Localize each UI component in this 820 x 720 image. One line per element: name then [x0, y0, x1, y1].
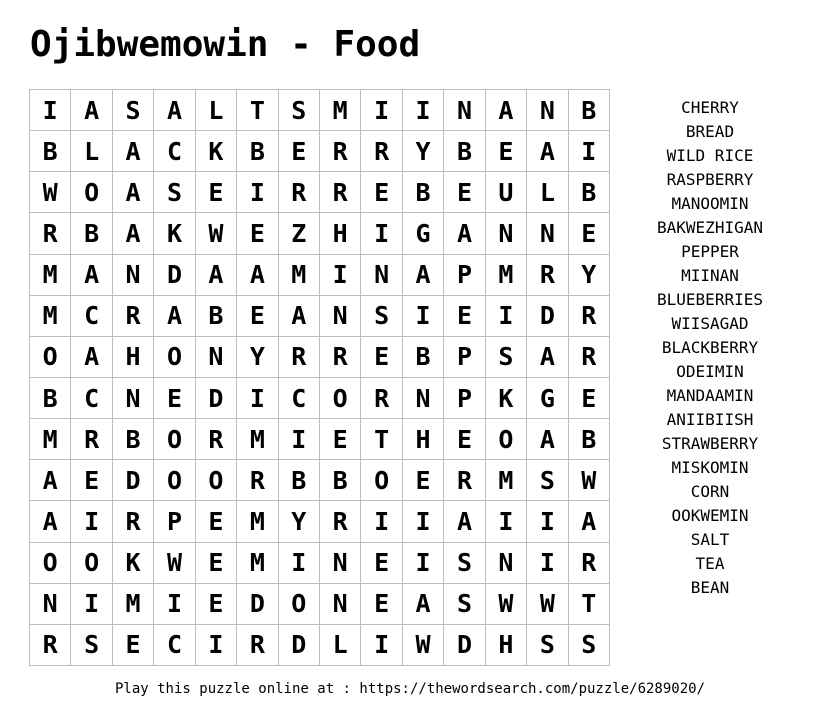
grid-cell[interactable]: S: [71, 625, 112, 666]
grid-cell[interactable]: C: [154, 625, 195, 666]
grid-cell[interactable]: K: [154, 213, 195, 254]
grid-cell[interactable]: O: [30, 543, 71, 584]
word-list-item: BEAN: [690, 578, 730, 597]
grid-cell[interactable]: L: [196, 90, 237, 131]
grid-cell[interactable]: O: [30, 337, 71, 378]
grid-cell[interactable]: A: [486, 90, 527, 131]
grid-cell[interactable]: I: [71, 501, 112, 542]
grid-cell[interactable]: P: [444, 378, 485, 419]
word-list-item: WIISAGAD: [671, 314, 749, 333]
grid-cell[interactable]: R: [320, 131, 361, 172]
grid-cell[interactable]: R: [237, 625, 278, 666]
grid-cell[interactable]: I: [196, 625, 237, 666]
grid-cell[interactable]: I: [361, 625, 402, 666]
grid-cell[interactable]: M: [237, 419, 278, 460]
word-list-item: PEPPER: [681, 242, 739, 261]
grid-cell[interactable]: K: [113, 543, 154, 584]
grid-cell[interactable]: O: [486, 419, 527, 460]
word-list-item: MISKOMIN: [671, 458, 749, 477]
grid-cell[interactable]: A: [403, 584, 444, 625]
grid-cell[interactable]: S: [527, 460, 568, 501]
grid-cell[interactable]: B: [320, 460, 361, 501]
grid-cell[interactable]: S: [154, 172, 195, 213]
grid-cell[interactable]: E: [361, 172, 402, 213]
grid-cell[interactable]: O: [279, 584, 320, 625]
grid-cell[interactable]: W: [403, 625, 444, 666]
grid-cell[interactable]: E: [320, 419, 361, 460]
grid-cell[interactable]: I: [569, 131, 610, 172]
grid-cell[interactable]: E: [237, 296, 278, 337]
grid-cell[interactable]: R: [361, 131, 402, 172]
word-list-item: BAKWEZHIGAN: [657, 218, 763, 237]
grid-cell[interactable]: M: [320, 90, 361, 131]
grid-cell[interactable]: M: [237, 501, 278, 542]
grid-cell[interactable]: A: [30, 460, 71, 501]
grid-cell[interactable]: L: [320, 625, 361, 666]
grid-cell[interactable]: N: [196, 337, 237, 378]
grid-cell[interactable]: Y: [237, 337, 278, 378]
grid-cell[interactable]: I: [403, 296, 444, 337]
grid-cell[interactable]: H: [486, 625, 527, 666]
grid-cell[interactable]: I: [154, 584, 195, 625]
word-list-item: MIINAN: [681, 266, 739, 285]
grid-cell[interactable]: R: [320, 172, 361, 213]
grid-cell[interactable]: B: [237, 131, 278, 172]
word-list-item: CORN: [690, 482, 730, 501]
grid-cell[interactable]: B: [30, 378, 71, 419]
grid-cell[interactable]: R: [113, 296, 154, 337]
grid-cell[interactable]: G: [527, 378, 568, 419]
grid-cell[interactable]: S: [486, 337, 527, 378]
grid-cell[interactable]: O: [196, 460, 237, 501]
grid-cell[interactable]: I: [527, 543, 568, 584]
footer-url-text: Play this puzzle online at : https://thewordsearch.com/puzzle/6289020/: [114, 681, 705, 697]
grid-cell[interactable]: G: [403, 213, 444, 254]
grid-cell[interactable]: P: [444, 255, 485, 296]
grid-cell[interactable]: C: [154, 131, 195, 172]
grid-cell[interactable]: B: [569, 90, 610, 131]
grid-cell[interactable]: H: [320, 213, 361, 254]
grid-cell[interactable]: A: [196, 255, 237, 296]
grid-cell[interactable]: M: [486, 255, 527, 296]
grid-cell[interactable]: R: [527, 255, 568, 296]
grid-cell[interactable]: A: [30, 501, 71, 542]
grid-cell[interactable]: I: [279, 419, 320, 460]
grid-cell[interactable]: O: [154, 419, 195, 460]
grid-cell[interactable]: E: [196, 584, 237, 625]
grid-cell[interactable]: N: [113, 378, 154, 419]
grid-cell[interactable]: M: [30, 255, 71, 296]
grid-cell[interactable]: A: [527, 337, 568, 378]
grid-cell[interactable]: R: [237, 460, 278, 501]
grid-cell[interactable]: T: [361, 419, 402, 460]
grid-cell[interactable]: I: [361, 501, 402, 542]
grid-cell[interactable]: I: [279, 543, 320, 584]
grid-cell[interactable]: E: [154, 378, 195, 419]
grid-cell[interactable]: O: [71, 172, 112, 213]
grid-cell[interactable]: W: [30, 172, 71, 213]
grid-cell[interactable]: A: [237, 255, 278, 296]
grid-cell[interactable]: S: [113, 90, 154, 131]
grid-cell[interactable]: M: [30, 419, 71, 460]
grid-cell[interactable]: R: [113, 501, 154, 542]
grid-cell[interactable]: I: [403, 543, 444, 584]
grid-cell[interactable]: O: [154, 460, 195, 501]
grid-cell[interactable]: K: [196, 131, 237, 172]
grid-cell[interactable]: S: [361, 296, 402, 337]
grid-cell[interactable]: A: [113, 172, 154, 213]
grid-cell[interactable]: E: [196, 172, 237, 213]
grid-cell[interactable]: E: [237, 213, 278, 254]
grid-cell[interactable]: H: [403, 419, 444, 460]
grid-cell[interactable]: I: [320, 255, 361, 296]
word-list-item: MANOOMIN: [671, 194, 749, 213]
grid-cell[interactable]: B: [71, 213, 112, 254]
grid-cell[interactable]: W: [486, 584, 527, 625]
grid-cell[interactable]: N: [486, 213, 527, 254]
grid-cell[interactable]: W: [154, 543, 195, 584]
grid-cell[interactable]: A: [527, 419, 568, 460]
grid-cell[interactable]: E: [279, 131, 320, 172]
grid-cell[interactable]: K: [486, 378, 527, 419]
grid-cell[interactable]: E: [361, 337, 402, 378]
grid-cell[interactable]: A: [154, 296, 195, 337]
grid-cell[interactable]: D: [279, 625, 320, 666]
word-list-item: CHERRY: [681, 98, 739, 117]
grid-cell[interactable]: S: [279, 90, 320, 131]
grid-cell[interactable]: N: [527, 213, 568, 254]
grid-cell[interactable]: L: [527, 172, 568, 213]
grid-cell[interactable]: D: [113, 460, 154, 501]
grid-cell[interactable]: E: [196, 501, 237, 542]
grid-cell[interactable]: O: [154, 337, 195, 378]
grid-cell[interactable]: R: [569, 543, 610, 584]
grid-cell[interactable]: D: [154, 255, 195, 296]
grid-cell[interactable]: E: [569, 378, 610, 419]
grid-cell[interactable]: I: [486, 296, 527, 337]
grid-cell[interactable]: R: [30, 625, 71, 666]
letter-grid[interactable]: [29, 89, 610, 666]
grid-cell[interactable]: B: [569, 419, 610, 460]
grid-cell[interactable]: R: [569, 337, 610, 378]
grid-cell[interactable]: N: [444, 90, 485, 131]
grid-cell[interactable]: R: [361, 378, 402, 419]
grid-cell[interactable]: B: [113, 419, 154, 460]
grid-cell[interactable]: B: [569, 172, 610, 213]
grid-cell[interactable]: B: [30, 131, 71, 172]
grid-cell[interactable]: S: [569, 625, 610, 666]
grid-cell[interactable]: I: [361, 90, 402, 131]
word-list-item: RASPBERRY: [666, 170, 754, 189]
grid-cell[interactable]: B: [279, 460, 320, 501]
grid-cell[interactable]: C: [71, 378, 112, 419]
grid-cell[interactable]: Y: [403, 131, 444, 172]
grid-cell[interactable]: A: [403, 255, 444, 296]
grid-cell[interactable]: P: [444, 337, 485, 378]
grid-cell[interactable]: S: [444, 584, 485, 625]
grid-cell[interactable]: R: [320, 501, 361, 542]
word-list-item: MANDAAMIN: [666, 386, 754, 405]
grid-cell[interactable]: M: [30, 296, 71, 337]
grid-cell[interactable]: C: [279, 378, 320, 419]
word-list: [640, 96, 780, 600]
grid-cell[interactable]: W: [569, 460, 610, 501]
grid-cell[interactable]: E: [403, 460, 444, 501]
grid-cell[interactable]: I: [527, 501, 568, 542]
word-list-item: OOKWEMIN: [671, 506, 749, 525]
grid-cell[interactable]: M: [279, 255, 320, 296]
grid-cell[interactable]: D: [527, 296, 568, 337]
grid-cell[interactable]: B: [403, 172, 444, 213]
word-list-item: STRAWBERRY: [661, 434, 759, 453]
grid-cell[interactable]: A: [71, 90, 112, 131]
grid-cell[interactable]: O: [71, 543, 112, 584]
grid-cell[interactable]: M: [113, 584, 154, 625]
grid-cell[interactable]: N: [486, 543, 527, 584]
grid-cell[interactable]: Z: [279, 213, 320, 254]
grid-cell[interactable]: A: [113, 213, 154, 254]
grid-cell[interactable]: E: [444, 172, 485, 213]
word-list-item: SALT: [690, 530, 730, 549]
grid-cell[interactable]: E: [444, 419, 485, 460]
grid-cell[interactable]: A: [71, 255, 112, 296]
grid-cell[interactable]: A: [154, 90, 195, 131]
grid-cell[interactable]: E: [361, 584, 402, 625]
word-list-item: BLUEBERRIES: [657, 290, 763, 309]
grid-cell[interactable]: C: [71, 296, 112, 337]
grid-cell[interactable]: A: [113, 131, 154, 172]
grid-cell[interactable]: I: [361, 213, 402, 254]
grid-cell[interactable]: B: [403, 337, 444, 378]
grid-cell[interactable]: E: [444, 296, 485, 337]
grid-cell[interactable]: E: [71, 460, 112, 501]
word-list-item: BLACKBERRY: [661, 338, 759, 357]
grid-cell[interactable]: A: [71, 337, 112, 378]
grid-cell[interactable]: A: [527, 131, 568, 172]
grid-cell[interactable]: R: [569, 296, 610, 337]
grid-cell[interactable]: I: [30, 90, 71, 131]
grid-cell[interactable]: D: [237, 584, 278, 625]
grid-cell[interactable]: R: [196, 419, 237, 460]
grid-cell[interactable]: I: [237, 172, 278, 213]
grid-cell[interactable]: N: [361, 255, 402, 296]
grid-cell[interactable]: O: [320, 378, 361, 419]
grid-cell[interactable]: M: [237, 543, 278, 584]
grid-cell[interactable]: D: [444, 625, 485, 666]
grid-cell[interactable]: I: [486, 501, 527, 542]
grid-cell[interactable]: E: [361, 543, 402, 584]
grid-cell[interactable]: E: [196, 543, 237, 584]
grid-cell[interactable]: I: [403, 90, 444, 131]
grid-cell[interactable]: I: [403, 501, 444, 542]
grid-cell[interactable]: S: [444, 543, 485, 584]
grid-cell[interactable]: A: [279, 296, 320, 337]
grid-cell[interactable]: A: [569, 501, 610, 542]
grid-cell[interactable]: A: [444, 213, 485, 254]
grid-cell[interactable]: W: [527, 584, 568, 625]
grid-cell[interactable]: W: [196, 213, 237, 254]
page-title: Ojibwemowin - Food: [30, 24, 421, 65]
grid-cell[interactable]: E: [113, 625, 154, 666]
grid-cell[interactable]: E: [486, 131, 527, 172]
grid-cell[interactable]: N: [403, 378, 444, 419]
word-list-item: BREAD: [685, 122, 735, 141]
grid-cell[interactable]: I: [237, 378, 278, 419]
grid-cell[interactable]: N: [113, 255, 154, 296]
grid-cell[interactable]: R: [30, 213, 71, 254]
grid-cell[interactable]: I: [71, 584, 112, 625]
grid-cell[interactable]: N: [320, 296, 361, 337]
grid-cell[interactable]: O: [361, 460, 402, 501]
grid-cell[interactable]: R: [444, 460, 485, 501]
grid-cell[interactable]: R: [320, 337, 361, 378]
grid-cell[interactable]: R: [71, 419, 112, 460]
word-list-item: WILD RICE: [666, 146, 754, 165]
grid-cell[interactable]: Y: [569, 255, 610, 296]
grid-cell[interactable]: S: [527, 625, 568, 666]
grid-cell[interactable]: U: [486, 172, 527, 213]
word-list-item: TEA: [695, 554, 725, 573]
grid-cell[interactable]: P: [154, 501, 195, 542]
word-list-item: ODEIMIN: [676, 362, 744, 381]
grid-cell[interactable]: N: [30, 584, 71, 625]
grid-cell[interactable]: R: [279, 337, 320, 378]
grid-cell[interactable]: A: [444, 501, 485, 542]
grid-cell[interactable]: E: [569, 213, 610, 254]
grid-cell[interactable]: D: [196, 378, 237, 419]
grid-cell[interactable]: T: [569, 584, 610, 625]
grid-cell[interactable]: Y: [279, 501, 320, 542]
grid-cell[interactable]: B: [196, 296, 237, 337]
grid-cell[interactable]: B: [444, 131, 485, 172]
grid-cell[interactable]: N: [527, 90, 568, 131]
grid-cell[interactable]: R: [279, 172, 320, 213]
grid-cell[interactable]: N: [320, 543, 361, 584]
grid-cell[interactable]: N: [320, 584, 361, 625]
grid-cell[interactable]: H: [113, 337, 154, 378]
grid-cell[interactable]: M: [486, 460, 527, 501]
grid-cell[interactable]: L: [71, 131, 112, 172]
grid-cell[interactable]: T: [237, 90, 278, 131]
word-list-item: ANIIBIISH: [666, 410, 754, 429]
